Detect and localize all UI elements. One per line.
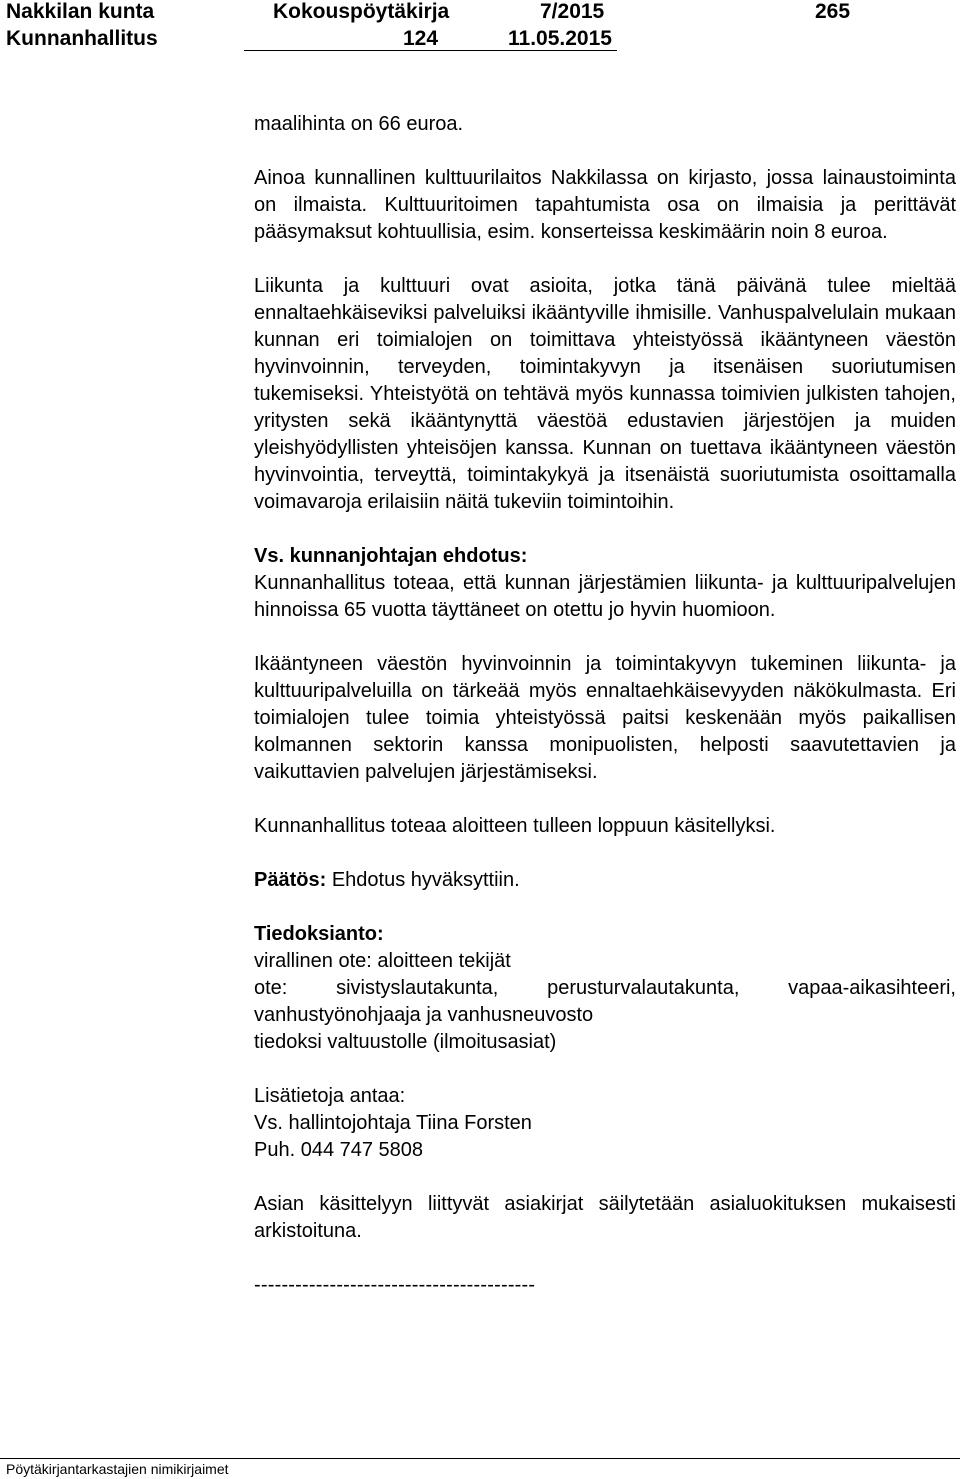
header-page-number: 265 xyxy=(815,0,851,23)
footer-initials-label: Pöytäkirjantarkastajien nimikirjaimet xyxy=(6,1461,229,1477)
footer-rule xyxy=(0,1458,960,1459)
decision-label: Päätös: xyxy=(254,869,327,891)
info-phone: Puh. 044 747 5808 xyxy=(254,1139,424,1161)
info-name: Vs. hallintojohtaja Tiina Forsten xyxy=(254,1112,532,1134)
header-date: 11.05.2015 xyxy=(508,27,612,50)
info-heading: Lisätietoja antaa: xyxy=(254,1085,406,1107)
paragraph-wellbeing: Ikääntyneen väestön hyvinvoinnin ja toimintakyvyn tukeminen liikunta- ja kulttuuripalveluilla on tärkeää myös ennaltaehkäisevyyden näkökulmasta. Eri toimialojen tulee toimia yhteistyössä paitsi keskenään myös paikallisen kolmannen sektorin kanssa monipuolisten, helposti saavutettavien ja vaikuttavien palvelujen järjestämiseksi. xyxy=(254,653,956,783)
paragraph-library: Ainoa kunnallinen kulttuurilaitos Nakkilassa on kirjasto, jossa lainaustoiminta on ilmaista. Kulttuuritoimen tapahtumista osa on ilmaisia ja perittävät pääsymaksut kohtuullisia, esim. konserteissa keskimäärin noin 8 euroa. xyxy=(254,167,956,243)
decision-text: Ehdotus hyväksyttiin. xyxy=(331,869,520,891)
paragraph-price: maalihinta on 66 euroa. xyxy=(254,113,464,135)
notify-heading: Tiedoksianto: xyxy=(254,923,384,945)
document-body xyxy=(254,111,956,1299)
proposal-text: Kunnanhallitus toteaa, että kunnan järjestämien liikunta- ja kulttuuripalvelujen hinnoissa 65 vuotta täyttäneet on otettu jo hyvin huomioon. xyxy=(254,572,956,621)
end-rule: ----------------------------------------- xyxy=(254,1274,536,1296)
header-doc-type: Kokouspöytäkirja xyxy=(273,0,450,23)
decision xyxy=(254,867,956,894)
header-issue: 7/2015 xyxy=(540,0,605,23)
header-underline xyxy=(244,50,617,51)
proposal-heading: Vs. kunnanjohtajan ehdotus: xyxy=(254,545,528,567)
notify-line-1: virallinen ote: aloitteen tekijät xyxy=(254,950,511,972)
header-org: Nakkilan kunta xyxy=(6,0,155,23)
notify-line-3: tiedoksi valtuustolle (ilmoitusasiat) xyxy=(254,1031,557,1053)
notify-line-2: ote: sivistyslautakunta, perusturvalautakunta, vapaa-aikasihteeri, vanhustyönohjaaja ja vanhusneuvosto xyxy=(254,977,956,1026)
paragraph-conclusion: Kunnanhallitus toteaa aloitteen tulleen loppuun käsitellyksi. xyxy=(254,815,776,837)
paragraph-services: Liikunta ja kulttuuri ovat asioita, jotka tänä päivänä tulee mieltää ennaltaehkäiseviksi palveluiksi ikääntyville ihmisille. Vanhuspalvelulain mukaan kunnan eri toimialojen on toimittava yhteistyössä ikääntyneen väestön hyvinvoinnin, terveyden, toimintakyvyn ja itsenäisen suoriutumisen tukemiseksi. Yhteistyötä on tehtävä myös kunnassa toimivien julkisten tahojen, yritysten sekä ikääntynyttä väestöä edustavien järjestöjen ja muiden yleishyödyllisten yhteisöjen kanssa. Kunnan on tuettava ikääntyneen väestön hyvinvointia, terveyttä, toimintakykyä ja itsenäistä suoriutumista osoittamalla voimavaroja erilaisiin näitä tukeviin toimintoihin. xyxy=(254,275,956,513)
header-section: 124 xyxy=(403,27,439,50)
archive-note: Asian käsittelyyn liittyvät asiakirjat säilytetään asialuokituksen mukaisesti arkistoituna. xyxy=(254,1193,956,1242)
header-body: Kunnanhallitus xyxy=(6,27,158,50)
